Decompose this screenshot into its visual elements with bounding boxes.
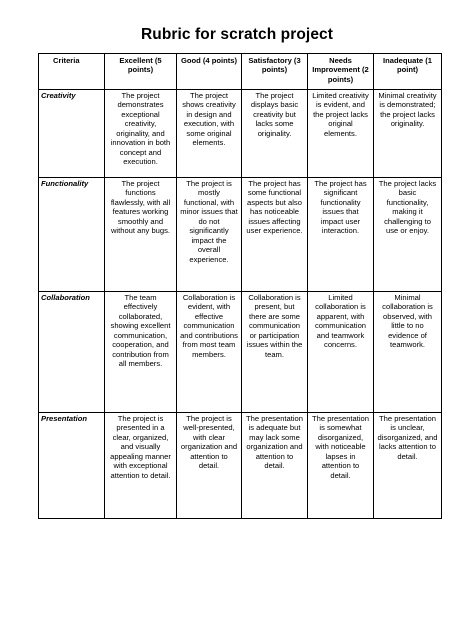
criteria-label: Functionality — [39, 178, 105, 292]
cell-needs-improvement: Limited collaboration is apparent, with communication and teamwork concerns. — [308, 292, 374, 413]
cell-inadequate: The project lacks basic functionality, making it challenging to use or enjoy. — [374, 178, 442, 292]
header-excellent: Excellent (5 points) — [105, 54, 177, 90]
table-row-presentation — [39, 413, 442, 519]
header-inadequate: Inadequate (1 point) — [374, 54, 442, 90]
cell-inadequate: The presentation is unclear, disorganized, and lacks attention to detail. — [374, 413, 442, 519]
rubric-table — [38, 53, 442, 519]
table-row-creativity — [39, 90, 442, 178]
cell-needs-improvement: Limited creativity is evident, and the project lacks original elements. — [308, 90, 374, 178]
cell-excellent: The team effectively collaborated, showing excellent communication, cooperation, and contribution from all members. — [105, 292, 177, 413]
cell-satisfactory: The presentation is adequate but may lack some organization and attention to detail. — [242, 413, 308, 519]
cell-good: The project shows creativity in design and execution, with some original elements. — [177, 90, 242, 178]
cell-good: The project is mostly functional, with minor issues that do not significantly impact the overall experience. — [177, 178, 242, 292]
table-row-collaboration — [39, 292, 442, 413]
criteria-label: Collaboration — [39, 292, 105, 413]
cell-satisfactory: Collaboration is present, but there are some communication or participation issues within the team. — [242, 292, 308, 413]
cell-inadequate: Minimal creativity is demonstrated; the project lacks originality. — [374, 90, 442, 178]
cell-excellent: The project demonstrates exceptional creativity, originality, and innovation in both concept and execution. — [105, 90, 177, 178]
cell-needs-improvement: The project has significant functionality issues that impact user interaction. — [308, 178, 374, 292]
cell-excellent: The project functions flawlessly, with all features working smoothly and without any bugs. — [105, 178, 177, 292]
cell-satisfactory: The project has some functional aspects but also has noticeable issues affecting user experience. — [242, 178, 308, 292]
cell-satisfactory: The project displays basic creativity but lacks some originality. — [242, 90, 308, 178]
header-needs-improvement: Needs Improvement (2 points) — [308, 54, 374, 90]
document-title: Rubric for scratch project — [140, 26, 334, 43]
cell-inadequate: Minimal collaboration is observed, with little to no evidence of teamwork. — [374, 292, 442, 413]
cell-good: The project is well-presented, with clear organization and attention to detail. — [177, 413, 242, 519]
table-row-functionality — [39, 178, 442, 292]
criteria-label: Creativity — [39, 90, 105, 178]
criteria-label: Presentation — [39, 413, 105, 519]
header-criteria: Criteria — [39, 54, 105, 90]
cell-needs-improvement: The presentation is somewhat disorganized, with noticeable lapses in attention to detail. — [308, 413, 374, 519]
header-good: Good (4 points) — [177, 54, 242, 90]
cell-good: Collaboration is evident, with effective communication and contributions from most team members. — [177, 292, 242, 413]
header-satisfactory: Satisfactory (3 points) — [242, 54, 308, 90]
table-header-row — [39, 54, 442, 90]
cell-excellent: The project is presented in a clear, organized, and visually appealing manner with exceptional attention to detail. — [105, 413, 177, 519]
